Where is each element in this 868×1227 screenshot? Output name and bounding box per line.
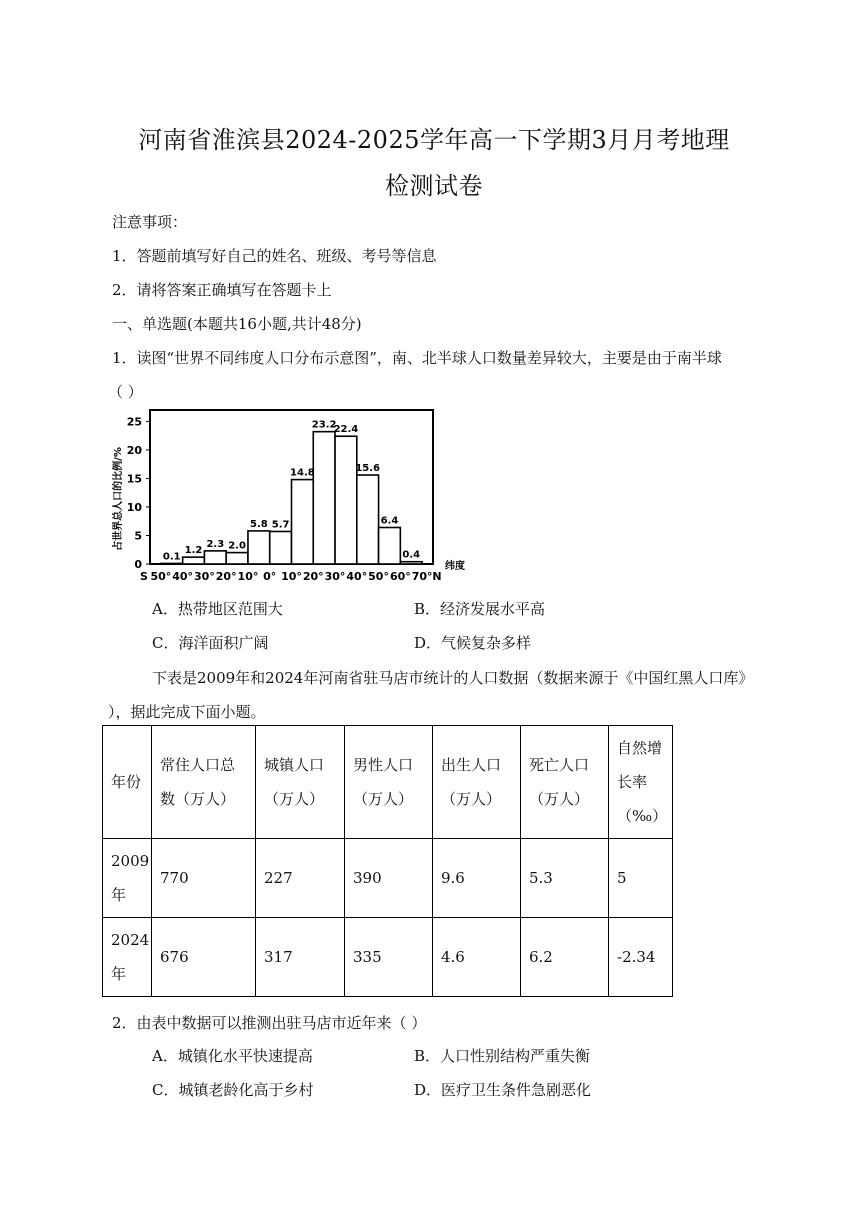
x-tick-label: 40°	[172, 570, 194, 583]
x-tick-label: 10°	[281, 570, 302, 583]
table-header-cell: 自然增 长率 （‰）	[609, 726, 673, 839]
notes-item-1: 1．答题前填写好自己的姓名、班级、考号等信息	[112, 247, 437, 265]
bar-value-label: 23.2	[311, 419, 337, 431]
table-cell-year: 2024 年	[103, 918, 152, 997]
page-title: 河南省淮滨县2024-2025学年高一下学期3月月考地理	[138, 126, 730, 154]
chart-bar	[335, 436, 357, 564]
bar-value-label: 6.4	[380, 515, 399, 527]
chart-bar	[226, 553, 248, 564]
table-cell-year: 2009 年	[103, 839, 152, 918]
section-heading: 一、单选题(本题共16小题,共计48分)	[112, 315, 362, 333]
notes-heading: 注意事项：	[112, 213, 188, 231]
bar-value-label: 0.4	[402, 549, 421, 561]
x-tick-label: 0°	[263, 570, 277, 583]
table-cell: -2.34	[609, 918, 673, 997]
chart-bar	[204, 551, 226, 564]
y-tick-label: 5	[134, 529, 142, 543]
notes-item-2: 2．请将答案正确填写在答题卡上	[112, 281, 332, 299]
q2-option-c: C．城镇老龄化高于乡村	[152, 1081, 314, 1099]
q2-stem: 2．由表中数据可以推测出驻马店市近年来（ ）	[112, 1014, 427, 1032]
q1-option-c: C．海洋面积广阔	[152, 634, 269, 652]
bar-value-label: 5.7	[271, 519, 290, 531]
chart-bar	[400, 562, 422, 564]
y-tick-label: 10	[126, 500, 142, 514]
chart-bar	[357, 475, 379, 564]
y-tick-label: 25	[126, 415, 142, 429]
population-table	[102, 725, 673, 997]
q1-answer-blank: （ ）	[108, 383, 143, 401]
table-cell: 6.2	[521, 918, 609, 997]
table-cell: 9.6	[433, 839, 521, 918]
table-header-cell: 出生人口 （万人）	[433, 726, 521, 839]
x-tick-label: S	[140, 570, 148, 583]
table-header-cell: 死亡人口 （万人）	[521, 726, 609, 839]
x-tick-label: 30°	[194, 570, 215, 583]
table-row	[103, 918, 673, 997]
table-cell: 317	[256, 918, 345, 997]
table-cell: 390	[345, 839, 433, 918]
chart-bar	[183, 557, 205, 564]
table-header-cell: 城镇人口 （万人）	[256, 726, 345, 839]
bar-value-label: 2.3	[206, 538, 225, 550]
table-cell: 5	[609, 839, 673, 918]
x-tick-label: 20°	[215, 570, 237, 583]
q2-option-a: A．城镇化水平快速提高	[152, 1047, 313, 1065]
chart-bar	[270, 531, 292, 564]
x-tick-label: 70°	[411, 570, 433, 583]
table-row	[103, 839, 673, 918]
table-header-row	[103, 726, 673, 839]
bar-value-label: 15.6	[355, 463, 381, 475]
y-axis-label: 占世界总人口的比例/%	[113, 447, 124, 551]
table-cell: 770	[152, 839, 256, 918]
latitude-population-chart	[108, 405, 468, 585]
bar-value-label: 0.1	[162, 551, 181, 563]
table-cell: 676	[152, 918, 256, 997]
table-header-cell: 常住人口总 数（万人）	[152, 726, 256, 839]
bar-value-label: 22.4	[333, 424, 359, 436]
table-cell: 335	[345, 918, 433, 997]
x-axis-label: 纬度	[445, 561, 465, 572]
y-tick-label: 15	[126, 472, 142, 486]
x-tick-label: 50°	[150, 570, 172, 583]
intro-line-1: 下表是2009年和2024年河南省驻马店市统计的人口数据（数据来源于《中国红黑人口库》	[152, 669, 754, 687]
q1-option-a: A．热带地区范围大	[152, 600, 283, 618]
bar-value-label: 1.2	[184, 545, 203, 557]
q2-option-d: D．医疗卫生条件急剧恶化	[414, 1081, 592, 1099]
table-cell: 227	[256, 839, 345, 918]
q1-option-b: B．经济发展水平高	[414, 600, 546, 618]
x-tick-label: 10°	[237, 570, 259, 583]
chart-bar	[313, 432, 335, 564]
chart-bar	[379, 527, 401, 564]
x-tick-label: 50°	[368, 570, 389, 583]
page-subtitle: 检测试卷	[385, 172, 483, 200]
y-tick-label: 20	[126, 443, 142, 457]
intro-line-2: ），据此完成下面小题。	[108, 703, 266, 721]
table-cell: 5.3	[521, 839, 609, 918]
table-cell: 4.6	[433, 918, 521, 997]
chart-bar	[161, 563, 183, 564]
bar-value-label: 2.0	[228, 540, 246, 552]
x-tick-label: 30°	[324, 570, 346, 583]
x-tick-label: 60°	[389, 570, 411, 583]
table-header-cell: 男性人口 （万人）	[345, 726, 433, 839]
chart-bar	[292, 480, 314, 564]
x-tick-label: 20°	[302, 570, 324, 583]
q1-option-d: D．气候复杂多样	[414, 634, 532, 652]
x-tick-label: 40°	[346, 570, 368, 583]
q2-option-b: B．人口性别结构严重失衡	[414, 1047, 591, 1065]
chart-bar	[248, 531, 270, 564]
bar-value-label: 14.8	[290, 467, 315, 479]
q1-stem: 1．读图“世界不同纬度人口分布示意图”，南、北半球人口数量差异较大，主要是由于南半球	[112, 349, 722, 367]
bar-value-label: 5.8	[249, 518, 268, 530]
x-tick-label: N	[432, 570, 442, 583]
y-tick-label: 0	[134, 558, 142, 571]
table-header-cell: 年份	[103, 726, 152, 839]
